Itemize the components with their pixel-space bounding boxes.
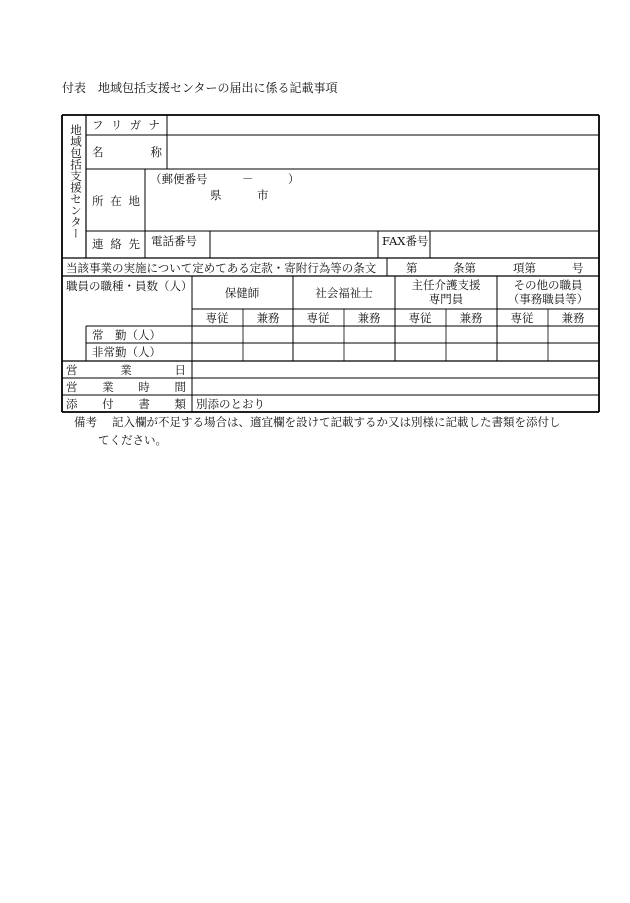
subcol-dedicated: 専従 bbox=[205, 311, 229, 325]
attachments-value: 別添のとおり bbox=[196, 397, 265, 411]
fax-label: FAX番号 bbox=[382, 234, 429, 248]
subcol-concurrent: 兼務 bbox=[561, 311, 585, 325]
article-part-2: 条第 bbox=[453, 261, 476, 275]
subcol-dedicated: 専従 bbox=[306, 311, 330, 325]
subcol-concurrent: 兼務 bbox=[256, 311, 280, 325]
part-time-label: 非常勤（人） bbox=[92, 345, 161, 359]
role-chief-care-manager: 主任介護支援 専門員 bbox=[411, 278, 481, 306]
subcol-dedicated: 専従 bbox=[510, 311, 534, 325]
attachments-label: 添 付 書 類 bbox=[66, 397, 186, 411]
business-hours-label: 営 業 時 間 bbox=[66, 380, 186, 394]
phone-label: 電話番号 bbox=[151, 234, 197, 248]
role-social-worker: 社会福祉士 bbox=[315, 286, 373, 300]
postal-code-field: （郵便番号 － ） bbox=[150, 172, 300, 186]
full-time-label: 常 勤（人） bbox=[92, 328, 161, 342]
city-label: 市 bbox=[257, 188, 269, 202]
subcol-concurrent: 兼務 bbox=[357, 311, 381, 325]
subcol-concurrent: 兼務 bbox=[459, 311, 483, 325]
center-vertical-label: 地域包括支援センター bbox=[69, 124, 83, 239]
note-line-2: てください。 bbox=[98, 433, 167, 447]
articles-label: 当該事業の実施について定めてある定款・寄附行為等の条文 bbox=[66, 261, 377, 275]
staff-label: 職員の職種・員数（人） bbox=[66, 279, 193, 293]
role-public-health-nurse: 保健師 bbox=[224, 286, 260, 300]
note-line-1: 記入欄が不足する場合は、適宜欄を設けて記載するか又は別様に記載した書類を添付し bbox=[112, 415, 561, 429]
role-other-staff: その他の職員 （事務職員等） bbox=[507, 278, 589, 306]
subcol-dedicated: 専従 bbox=[408, 311, 432, 325]
contact-label: 連 絡 先 bbox=[92, 237, 140, 251]
note-label: 備考 bbox=[74, 415, 97, 429]
article-part-4: 号 bbox=[572, 261, 584, 275]
furigana-label: フ リ ガ ナ bbox=[92, 118, 160, 132]
name-label: 名 称 bbox=[92, 145, 162, 159]
article-part-1: 第 bbox=[406, 261, 418, 275]
address-label: 所 在 地 bbox=[92, 194, 140, 208]
prefecture-label: 県 bbox=[210, 188, 222, 202]
page-title: 付表 地域包括支援センターの届出に係る記載事項 bbox=[62, 81, 338, 95]
article-part-3: 項第 bbox=[513, 261, 536, 275]
business-days-label: 営 業 日 bbox=[66, 363, 186, 377]
